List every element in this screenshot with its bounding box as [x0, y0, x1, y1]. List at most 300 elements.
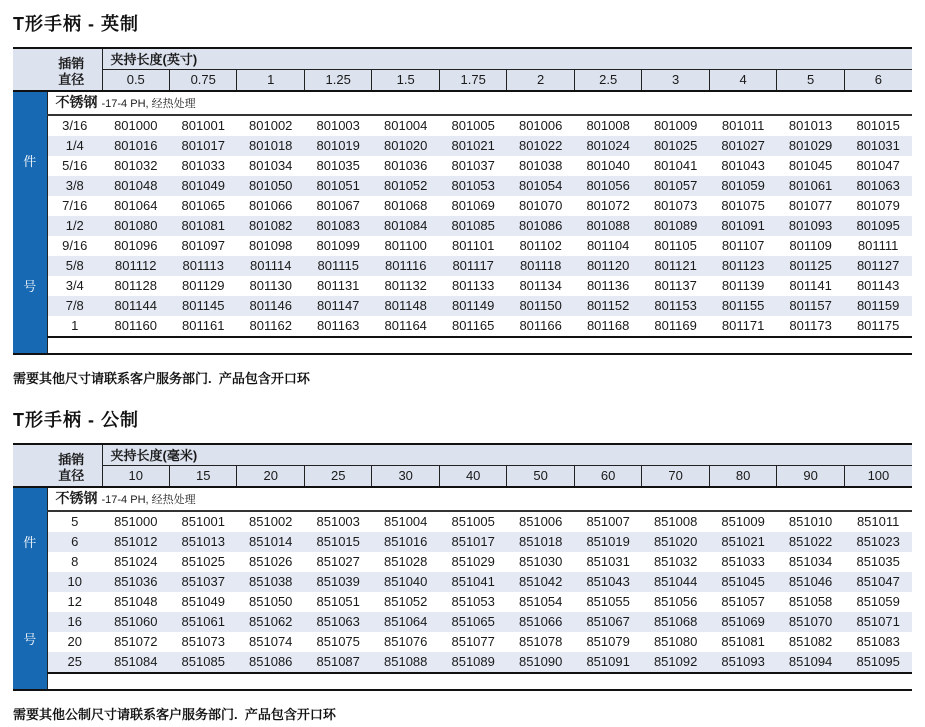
- part-number-cell: 801000: [114, 118, 158, 133]
- table-row: [13, 572, 912, 592]
- part-number-cell: 801144: [102, 296, 169, 316]
- part-number-cell: 801129: [182, 278, 225, 293]
- part-number-cell: 851041: [439, 572, 506, 592]
- pin-diameter-value: 1/4: [47, 136, 102, 156]
- part-number-cell: 851083: [856, 634, 900, 649]
- part-number-cell: 801011: [721, 118, 765, 133]
- part-number-cell: 801083: [304, 216, 371, 236]
- part-number-cell: 801148: [372, 296, 439, 316]
- part-number-cell: 801169: [642, 316, 709, 337]
- material-row: [13, 487, 912, 511]
- part-number-cell: 851051: [316, 594, 360, 609]
- material-note: -17-4 PH, 经热处理: [101, 98, 196, 110]
- part-number-cell: 801121: [642, 256, 709, 276]
- part-number-cell: 801064: [114, 198, 158, 213]
- material-name: 不锈钢: [55, 94, 98, 110]
- part-number-cell: 851060: [102, 612, 169, 632]
- part-number-cell: 801045: [788, 158, 833, 173]
- part-number-cell: 851017: [439, 532, 506, 552]
- table-row: [13, 236, 912, 256]
- part-number-cell: 801033: [181, 158, 225, 173]
- part-number-cell: 851005: [451, 514, 495, 529]
- part-number-cell: 851082: [788, 634, 833, 649]
- part-number-cell: 851008: [653, 514, 698, 529]
- part-number-cell: 851048: [114, 594, 158, 609]
- part-number-cell: 801150: [507, 296, 574, 316]
- part-number-cell: 851072: [114, 634, 158, 649]
- pin-diameter-value: 9/16: [62, 238, 88, 253]
- part-number-cell: 801155: [709, 296, 776, 316]
- part-number-cell: 801102: [519, 238, 562, 253]
- part-number-cell: 851035: [856, 554, 900, 569]
- part-number-cell: 801100: [384, 238, 427, 253]
- table-row: [13, 256, 912, 276]
- part-number-cell: 801112: [102, 256, 169, 276]
- part-number-cell: 801117: [439, 256, 506, 276]
- imperial-section: [0, 10, 925, 387]
- clamp-length-column: 40: [439, 465, 506, 487]
- clamp-length-column: 4: [709, 69, 776, 91]
- part-number-cell: 851075: [316, 634, 360, 649]
- clamp-length-column: 10: [102, 465, 169, 487]
- part-number-cell: 851094: [777, 652, 844, 673]
- part-number-cell: 851010: [788, 514, 833, 529]
- header-row-top: [13, 48, 912, 69]
- part-number-cell: 851065: [439, 612, 506, 632]
- part-number-cell: 851095: [844, 652, 912, 673]
- empty-cell: [47, 673, 912, 690]
- table-row: [13, 276, 912, 296]
- part-number-cell: 801056: [574, 176, 641, 196]
- part-number-cell: 851092: [642, 652, 709, 673]
- part-number-cell: 801073: [653, 198, 698, 213]
- table-row: [13, 592, 912, 612]
- part-number-cell: 851061: [170, 612, 237, 632]
- pin-diameter-value: 7/16: [62, 198, 88, 213]
- part-number-cell: 801002: [249, 118, 293, 133]
- part-number-cell: 851043: [574, 572, 641, 592]
- part-number-cell: 801093: [777, 216, 844, 236]
- part-number-cell: 801134: [519, 278, 562, 293]
- empty-row: [13, 673, 912, 690]
- part-number-cell: 801125: [777, 256, 844, 276]
- part-number-cell: 801097: [181, 238, 225, 253]
- clamp-length-column: 15: [170, 465, 237, 487]
- part-number-cell: 801004: [384, 118, 428, 133]
- part-number-cell: 801141: [789, 278, 832, 293]
- part-number-cell: 851042: [507, 572, 574, 592]
- part-number-cell: 801130: [249, 278, 292, 293]
- part-number-cell: 851023: [844, 532, 912, 552]
- part-number-cell: 801115: [304, 256, 371, 276]
- part-number-cell: 801035: [316, 158, 360, 173]
- part-number-cell: 851006: [518, 514, 563, 529]
- part-number-cell: 851007: [586, 514, 630, 529]
- part-number-cell: 801164: [372, 316, 439, 337]
- part-number-cell: 851053: [451, 594, 495, 609]
- part-number-cell: 801173: [777, 316, 844, 337]
- material-cell: [47, 91, 912, 115]
- part-number-cell: 851093: [709, 652, 776, 673]
- part-number-cell: 851050: [249, 594, 293, 609]
- part-number-cell: 851000: [114, 514, 158, 529]
- part-number-cell: 801099: [316, 238, 360, 253]
- column-header-row: [13, 69, 912, 91]
- part-number-cell: 801132: [384, 278, 427, 293]
- part-number-cell: 851028: [384, 554, 428, 569]
- part-number-cell: 801024: [574, 136, 641, 156]
- metric-section: [0, 406, 925, 723]
- clamp-length-column: 1.5: [372, 69, 439, 91]
- header-row-top: [13, 444, 912, 465]
- part-number-cell: 851039: [304, 572, 371, 592]
- footnote-metric: 需要其他公制尺寸请联系客户服务部门. 产品包含开口环: [13, 707, 336, 722]
- part-number-cell: 801082: [237, 216, 304, 236]
- part-number-cell: 851047: [844, 572, 912, 592]
- pin-diameter-value: 3/4: [65, 278, 84, 293]
- part-number-cell: 851073: [181, 634, 225, 649]
- part-number-cell: 801079: [856, 198, 900, 213]
- part-number-cell: 851080: [653, 634, 698, 649]
- part-number-cell: 801038: [518, 158, 563, 173]
- part-number-cell: 801149: [439, 296, 506, 316]
- part-number-cell: 801161: [170, 316, 237, 337]
- part-number-cell: 801027: [709, 136, 776, 156]
- part-number-cell: 851066: [507, 612, 574, 632]
- part-number-cell: 801051: [304, 176, 371, 196]
- part-number-cell: 851089: [439, 652, 506, 673]
- clamp-length-column: 1.75: [439, 69, 506, 91]
- table-row: [13, 136, 912, 156]
- part-number-cell: 851077: [451, 634, 495, 649]
- part-number-cell: 851088: [372, 652, 439, 673]
- part-number-cell: 851038: [237, 572, 304, 592]
- part-number-cell: 851059: [856, 594, 900, 609]
- table-row: [13, 216, 912, 236]
- part-number-cell: 851070: [777, 612, 844, 632]
- clamp-length-header: 夹持长度(毫米): [102, 444, 912, 465]
- part-number-cell: 851002: [249, 514, 293, 529]
- part-number-cell: 801015: [856, 118, 900, 133]
- part-number-cell: 851074: [249, 634, 293, 649]
- side-label-top: 件: [23, 153, 37, 169]
- part-number-cell: 851068: [642, 612, 709, 632]
- part-number-cell: 851009: [721, 514, 765, 529]
- table-row: [13, 552, 912, 572]
- part-number-cell: 851081: [721, 634, 765, 649]
- part-number-cell: 801066: [249, 198, 293, 213]
- pin-diameter-value: 10: [47, 572, 102, 592]
- pin-diameter-line1: 插销: [58, 452, 85, 468]
- clamp-length-column: 25: [304, 465, 371, 487]
- part-number-cell: 801123: [709, 256, 776, 276]
- part-number-cell: 801020: [372, 136, 439, 156]
- part-number-cell: 801118: [507, 256, 574, 276]
- part-number-cell: 801084: [372, 216, 439, 236]
- side-label-bottom: 号: [23, 278, 37, 294]
- part-number-cell: 851064: [372, 612, 439, 632]
- part-number-cell: 851029: [451, 554, 495, 569]
- part-number-cell: 801047: [856, 158, 900, 173]
- part-number-cell: 801091: [709, 216, 776, 236]
- part-number-cell: 801137: [654, 278, 697, 293]
- part-number-cell: 851044: [642, 572, 709, 592]
- side-bar: [13, 91, 47, 354]
- empty-row: [13, 337, 912, 354]
- part-number-cell: 801095: [844, 216, 912, 236]
- table-row: [13, 316, 912, 337]
- pin-diameter-value: 1: [47, 316, 102, 337]
- part-number-cell: 801021: [439, 136, 506, 156]
- part-number-cell: 801147: [304, 296, 371, 316]
- part-number-cell: 801009: [653, 118, 698, 133]
- part-number-cell: 801085: [439, 216, 506, 236]
- part-number-cell: 851004: [384, 514, 428, 529]
- part-number-table-imperial: [13, 47, 912, 355]
- part-number-cell: 801068: [384, 198, 428, 213]
- part-number-cell: 801059: [709, 176, 776, 196]
- table-row: [13, 652, 912, 673]
- clamp-length-column: 60: [574, 465, 641, 487]
- part-number-cell: 801063: [844, 176, 912, 196]
- part-number-cell: 801069: [451, 198, 495, 213]
- part-number-cell: 801013: [788, 118, 833, 133]
- part-number-cell: 801041: [653, 158, 698, 173]
- part-number-cell: 851049: [181, 594, 225, 609]
- part-number-cell: 801029: [777, 136, 844, 156]
- part-number-cell: 801036: [384, 158, 428, 173]
- part-number-cell: 851018: [507, 532, 574, 552]
- part-number-cell: 801080: [102, 216, 169, 236]
- part-number-cell: 851056: [653, 594, 698, 609]
- pin-diameter-value: 5/16: [62, 158, 88, 173]
- pin-diameter-value: 12: [67, 594, 82, 609]
- part-number-cell: 851024: [114, 554, 158, 569]
- side-bar: [13, 487, 47, 690]
- part-number-cell: 851063: [304, 612, 371, 632]
- part-number-cell: 801048: [102, 176, 169, 196]
- table-row: [13, 196, 912, 216]
- part-number-cell: 801040: [586, 158, 630, 173]
- part-number-cell: 801152: [574, 296, 641, 316]
- part-number-cell: 801057: [642, 176, 709, 196]
- part-number-cell: 801005: [451, 118, 495, 133]
- clamp-length-column: 6: [844, 69, 912, 91]
- part-number-cell: 851055: [586, 594, 630, 609]
- part-number-cell: 801052: [372, 176, 439, 196]
- part-number-cell: 801019: [304, 136, 371, 156]
- part-number-cell: 801067: [316, 198, 360, 213]
- part-number-cell: 801113: [170, 256, 237, 276]
- part-number-cell: 801001: [181, 118, 225, 133]
- material-cell: [47, 487, 912, 511]
- part-number-cell: 801143: [856, 278, 900, 293]
- part-number-cell: 801089: [642, 216, 709, 236]
- table-row: [13, 156, 912, 176]
- part-number-cell: 801088: [574, 216, 641, 236]
- material-row: [13, 91, 912, 115]
- page-title-imperial: T形手柄 - 英制: [13, 14, 139, 34]
- part-number-cell: 801157: [777, 296, 844, 316]
- part-number-cell: 851069: [709, 612, 776, 632]
- part-number-cell: 801159: [844, 296, 912, 316]
- part-number-cell: 801145: [170, 296, 237, 316]
- part-number-cell: 801111: [857, 238, 899, 253]
- part-number-cell: 801025: [642, 136, 709, 156]
- clamp-length-column: 20: [237, 465, 304, 487]
- part-number-cell: 801120: [574, 256, 641, 276]
- pin-diameter-value: 1/2: [47, 216, 102, 236]
- table-row: [13, 632, 912, 652]
- part-number-cell: 851067: [574, 612, 641, 632]
- pin-diameter-value: 5/8: [47, 256, 102, 276]
- pin-diameter-value: 3/8: [47, 176, 102, 196]
- part-number-cell: 801107: [721, 238, 765, 253]
- part-number-cell: 851079: [586, 634, 630, 649]
- clamp-length-header: 夹持长度(英寸): [102, 48, 912, 69]
- table-row: [13, 115, 912, 136]
- page-title-metric: T形手柄 - 公制: [13, 410, 139, 430]
- clamp-length-column: 100: [844, 465, 912, 487]
- part-number-cell: 801096: [114, 238, 158, 253]
- part-number-cell: 801049: [170, 176, 237, 196]
- clamp-length-column: 80: [709, 465, 776, 487]
- part-number-cell: 851016: [372, 532, 439, 552]
- part-number-cell: 801081: [170, 216, 237, 236]
- clamp-length-column: 90: [777, 465, 844, 487]
- clamp-length-column: 70: [642, 465, 709, 487]
- part-number-cell: 851057: [721, 594, 765, 609]
- part-number-cell: 801136: [586, 278, 630, 293]
- part-number-cell: 801075: [721, 198, 765, 213]
- part-number-cell: 801022: [507, 136, 574, 156]
- clamp-length-column: 2.5: [574, 69, 641, 91]
- part-number-cell: 851025: [181, 554, 225, 569]
- part-number-cell: 801086: [507, 216, 574, 236]
- part-number-cell: 851015: [304, 532, 371, 552]
- part-number-cell: 851013: [170, 532, 237, 552]
- part-number-cell: 801104: [586, 238, 630, 253]
- part-number-cell: 801166: [507, 316, 574, 337]
- clamp-length-column: 50: [507, 465, 574, 487]
- part-number-cell: 851033: [721, 554, 765, 569]
- part-number-cell: 851045: [709, 572, 776, 592]
- table-row: [13, 532, 912, 552]
- part-number-cell: 851022: [777, 532, 844, 552]
- pin-diameter-header: [13, 444, 102, 487]
- part-number-cell: 851076: [384, 634, 428, 649]
- part-number-cell: 801050: [237, 176, 304, 196]
- part-number-cell: 801175: [844, 316, 912, 337]
- part-number-cell: 801162: [237, 316, 304, 337]
- part-number-cell: 801053: [439, 176, 506, 196]
- part-number-cell: 801017: [170, 136, 237, 156]
- pin-diameter-value: 25: [47, 652, 102, 673]
- material-name: 不锈钢: [55, 490, 98, 506]
- part-number-cell: 801109: [789, 238, 832, 253]
- part-number-cell: 851027: [316, 554, 360, 569]
- part-number-cell: 801153: [642, 296, 709, 316]
- part-number-cell: 801131: [317, 278, 360, 293]
- part-number-cell: 801031: [844, 136, 912, 156]
- part-number-cell: 851030: [518, 554, 563, 569]
- part-number-cell: 801116: [372, 256, 439, 276]
- part-number-cell: 851014: [237, 532, 304, 552]
- pin-diameter-value: 7/8: [47, 296, 102, 316]
- part-number-cell: 801037: [451, 158, 495, 173]
- part-number-cell: 851084: [102, 652, 169, 673]
- part-number-cell: 801072: [586, 198, 630, 213]
- part-number-cell: 801101: [451, 238, 495, 253]
- pin-diameter-line2: 直径: [58, 467, 85, 483]
- part-number-cell: 801054: [507, 176, 574, 196]
- part-number-cell: 801070: [518, 198, 563, 213]
- clamp-length-column: 0.5: [102, 69, 169, 91]
- part-number-cell: 801008: [586, 118, 630, 133]
- part-number-cell: 851090: [507, 652, 574, 673]
- table-row: [13, 612, 912, 632]
- part-number-cell: 801006: [518, 118, 563, 133]
- part-number-cell: 801077: [788, 198, 833, 213]
- part-number-cell: 801171: [709, 316, 776, 337]
- table-row: [13, 511, 912, 532]
- pin-diameter-value: 5: [71, 514, 79, 529]
- part-number-cell: 801018: [237, 136, 304, 156]
- part-number-cell: 851031: [586, 554, 630, 569]
- clamp-length-column: 5: [777, 69, 844, 91]
- part-number-cell: 851058: [788, 594, 833, 609]
- part-number-cell: 851011: [856, 514, 900, 529]
- side-label-top: 件: [23, 535, 37, 551]
- part-number-cell: 801133: [451, 278, 495, 293]
- part-number-cell: 851062: [237, 612, 304, 632]
- part-number-cell: 851078: [518, 634, 563, 649]
- clamp-length-column: 1: [237, 69, 304, 91]
- part-number-cell: 801160: [102, 316, 169, 337]
- part-number-cell: 851040: [372, 572, 439, 592]
- part-number-cell: 851087: [304, 652, 371, 673]
- part-number-cell: 801168: [574, 316, 641, 337]
- clamp-length-column: 0.75: [170, 69, 237, 91]
- part-number-cell: 801003: [316, 118, 360, 133]
- part-number-cell: 851091: [574, 652, 641, 673]
- clamp-length-column: 3: [642, 69, 709, 91]
- part-number-cell: 801127: [844, 256, 912, 276]
- part-number-cell: 801034: [249, 158, 293, 173]
- part-number-cell: 801128: [114, 278, 157, 293]
- part-number-cell: 851086: [237, 652, 304, 673]
- footnote-imperial: 需要其他尺寸请联系客户服务部门. 产品包含开口环: [13, 371, 310, 386]
- pin-diameter-value: 8: [71, 554, 79, 569]
- part-number-cell: 801098: [249, 238, 293, 253]
- column-header-row: [13, 465, 912, 487]
- part-number-cell: 851021: [709, 532, 776, 552]
- clamp-length-column: 1.25: [304, 69, 371, 91]
- part-number-cell: 801065: [181, 198, 225, 213]
- part-number-cell: 801146: [237, 296, 304, 316]
- table-row: [13, 296, 912, 316]
- part-number-cell: 801165: [439, 316, 506, 337]
- part-number-cell: 851071: [844, 612, 912, 632]
- pin-diameter-line2: 直径: [58, 71, 85, 87]
- part-number-cell: 851032: [653, 554, 698, 569]
- part-number-cell: 801139: [721, 278, 765, 293]
- part-number-cell: 851036: [102, 572, 169, 592]
- part-number-cell: 801016: [102, 136, 169, 156]
- part-number-cell: 851085: [170, 652, 237, 673]
- part-number-cell: 851026: [249, 554, 293, 569]
- pin-diameter-line1: 插销: [58, 56, 85, 72]
